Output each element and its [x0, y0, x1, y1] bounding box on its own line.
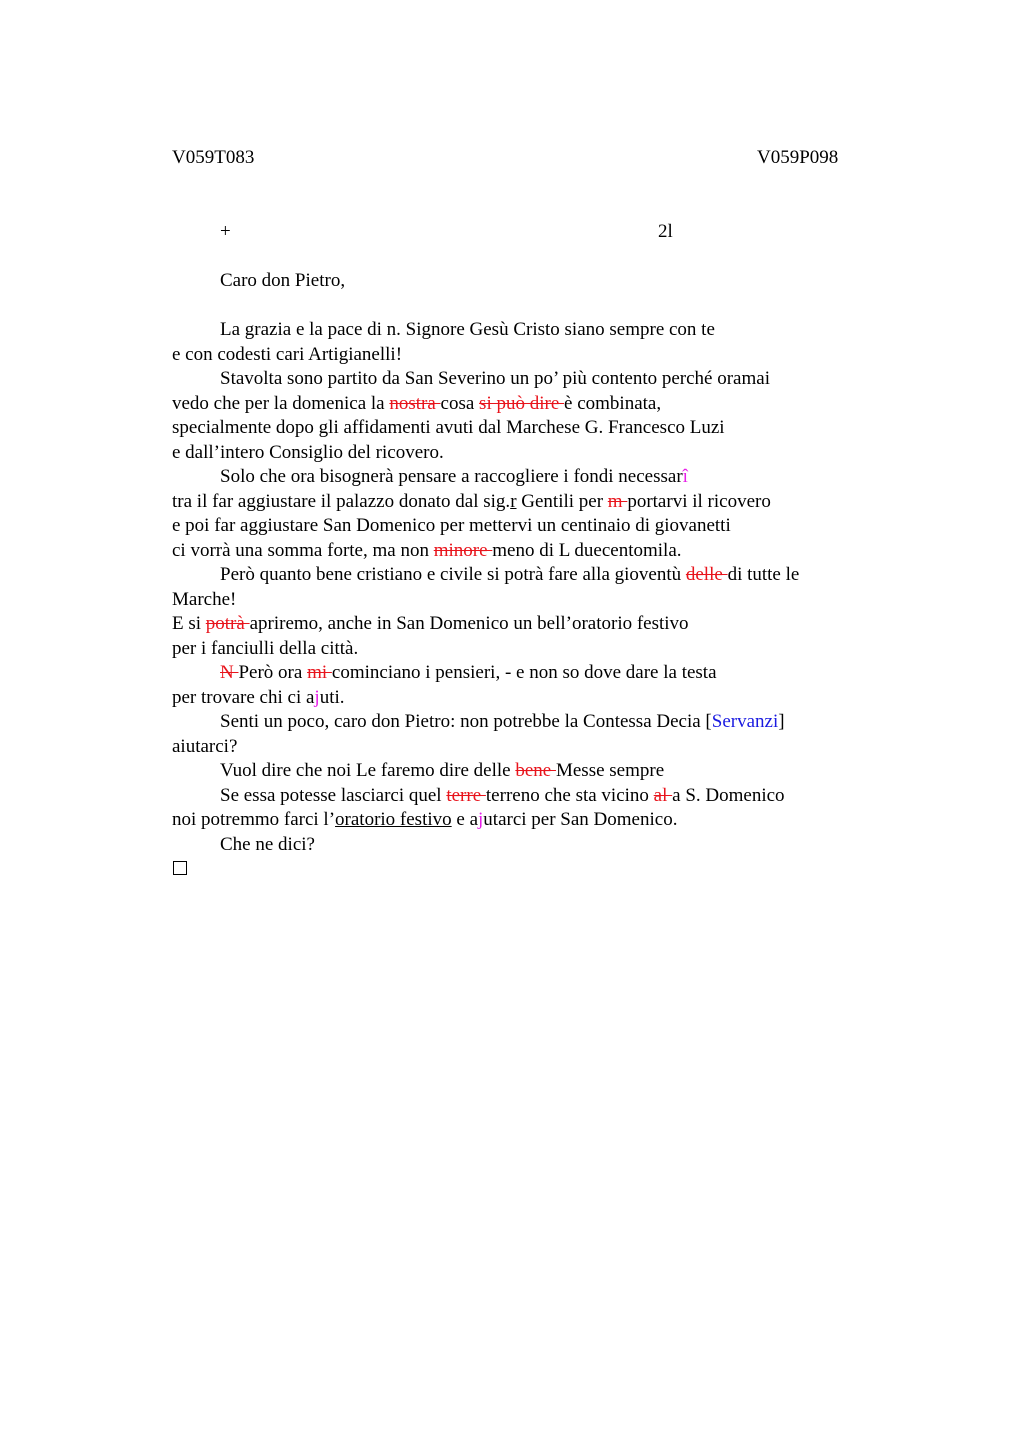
text-line: specialmente dopo gli affidamenti avuti dal Marchese G. Francesco Luzi — [172, 417, 725, 438]
text-line: Stavolta sono partito da San Severino un po’ più contento perché oramai — [220, 368, 770, 389]
deleted-text: al — [653, 784, 673, 806]
letter-body — [172, 318, 862, 882]
text-line: Solo che ora bisognerà pensare a raccogliere i fondi necessarî — [220, 466, 688, 487]
text-line: Senti un poco, caro don Pietro: non potrebbe la Contessa Decia [Servanzi] — [220, 711, 785, 732]
text-line: e dall’intero Consiglio del ricovero. — [172, 441, 444, 463]
text-line: vedo che per la domenica la nostra cosa si può dire è combinata, — [172, 392, 662, 414]
text-line: La grazia e la pace di n. Signore Gesù Cristo siano sempre con te — [220, 319, 715, 340]
deleted-text: mi — [307, 662, 332, 683]
page-number: 2l — [658, 221, 673, 242]
square-outline-icon — [173, 861, 187, 875]
text-line: per i fanciulli della città. — [172, 637, 359, 659]
deleted-text: N — [220, 662, 239, 683]
deleted-text: bene — [515, 760, 556, 781]
text-line: Marche! — [172, 588, 237, 610]
deleted-text: si può dire — [479, 392, 565, 414]
underlined-text: r — [510, 490, 517, 512]
inserted-text: j — [478, 809, 484, 830]
cross-mark: + — [220, 221, 231, 242]
header-left-code: V059T083 — [172, 147, 255, 168]
deleted-text: potrà — [205, 613, 250, 634]
text-line: ci vorrà una somma forte, ma non minore meno di L duecentomila. — [172, 539, 682, 561]
text-line: aiutarci? — [172, 735, 238, 757]
header-right-code: V059P098 — [757, 147, 839, 168]
text-line: Che ne dici? — [220, 833, 315, 855]
text-line: per trovare chi ci ajuti. — [172, 686, 345, 708]
inserted-text: î — [682, 466, 688, 487]
text-line: Vuol dire che noi Le faremo dire delle bene Messe sempre — [220, 760, 665, 781]
text-line: Però quanto bene cristiano e civile si potrà fare alla gioventù delle di tutte le — [220, 564, 800, 585]
deleted-text: terre — [446, 784, 486, 806]
deleted-text: m — [607, 490, 628, 512]
text-line: N Però ora mi cominciano i pensieri, - e non so dove dare la testa — [220, 662, 717, 683]
text-line: Se essa potesse lasciarci quel terre terreno che sta vicino al a S. Domenico — [220, 784, 785, 806]
salutation: Caro don Pietro, — [220, 270, 346, 291]
editorial-note: Servanzi — [711, 711, 779, 732]
end-marker-line — [172, 857, 862, 882]
text-line: E si potrà apriremo, anche in San Domenico un bell’oratorio festivo — [172, 613, 689, 634]
inserted-text: j — [314, 686, 320, 708]
text-line: noi potremmo farci l’oratorio festivo e ajutarci per San Domenico. — [172, 809, 678, 830]
text-line: e poi far aggiustare San Domenico per mettervi un centinaio di giovanetti — [172, 515, 731, 536]
deleted-text: nostra — [389, 392, 441, 414]
text-line: tra il far aggiustare il palazzo donato dal sig.r Gentili per m portarvi il ricovero — [172, 490, 771, 512]
deleted-text: delle — [685, 564, 728, 585]
text-line: e con codesti cari Artigianelli! — [172, 343, 403, 365]
underlined-text: oratorio festivo — [335, 809, 452, 830]
deleted-text: minore — [433, 539, 493, 561]
